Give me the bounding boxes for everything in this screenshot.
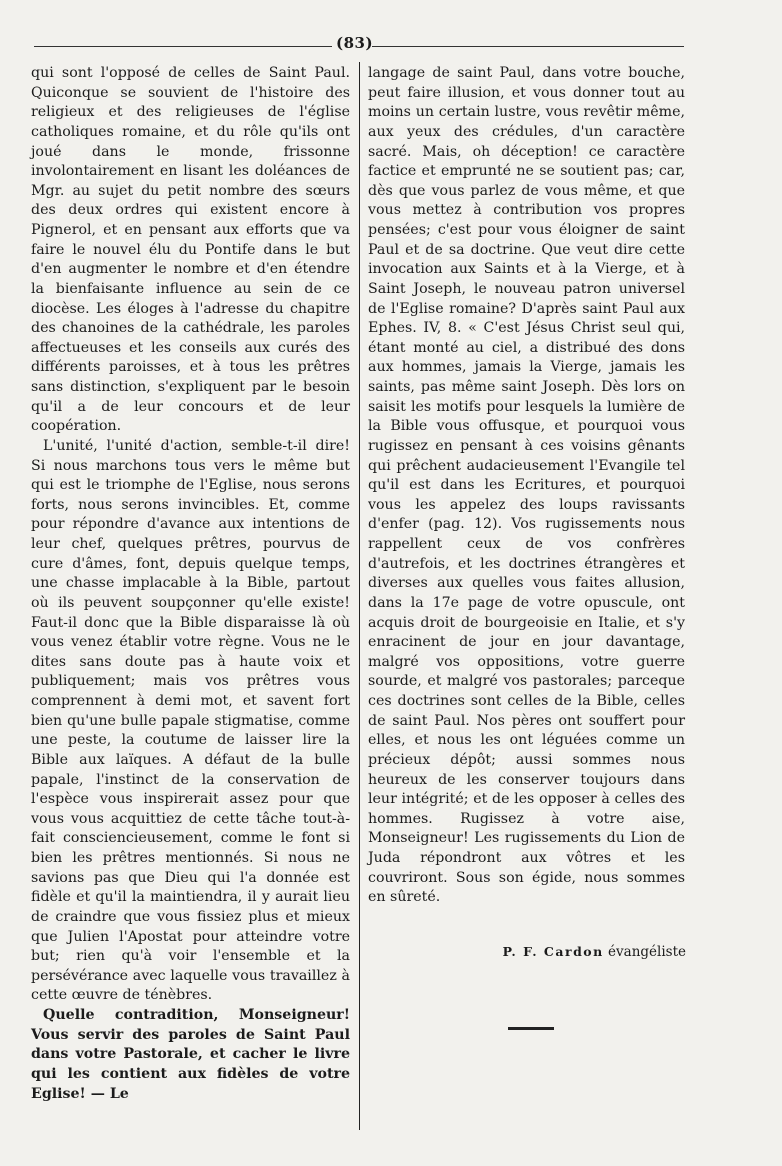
right-column [368, 64, 685, 908]
page-number: (83) [336, 34, 374, 52]
left-paragraph-1: qui sont l'opposé de celles de Saint Paul. Quiconque se souvient de l'histoire des religieux et des religieuses de l'église catholiques romaine, et du rôle qu'ils ont joué dans le monde, frissonne involontairement en lisant les doléances de Mgr. au sujet du petit nombre des sœurs des deux ordres qui existent encore à Pignerol, et en pensant aux efforts que va faire le nouvel élu du Pontife dans le but d'en augmenter le nombre et d'en étendre la bienfaisante influence au sein de ce diocèse. Les éloges à l'adresse du chapitre des chanoines de la cathédrale, les paroles affectueuses et les conseils aux curés des différents paroisses, et à tous les prêtres sans distinction, s'expliquent par le besoin qu'il a de leur concours et de leur coopération. [31, 65, 350, 435]
left-column [31, 64, 350, 1104]
column-divider [359, 62, 360, 1130]
signature [372, 944, 686, 960]
left-paragraph-3: Quelle contradition, Monseigneur! Vous servir des paroles de Saint Paul dans votre Pastorale, et cacher le livre qui les contient aux fidèles de votre Eglise! — Le [31, 1007, 350, 1102]
signature-title: évangéliste [608, 944, 686, 960]
closing-dash [508, 1027, 554, 1030]
left-paragraph-2: L'unité, l'unité d'action, semble-t-il dire! Si nous marchons tous vers le même but qui est le triomphe de l'Eglise, nous serons forts, nous serons invincibles. Et, comme pour répondre d'avance aux intentions de leur chef, quelques prêtres, pourvus de cure d'âmes, font, depuis quelque temps, une chasse implacable à la Bible, partout où ils peuvent soupçonner qu'elle existe! Faut-il donc que la Bible disparaisse là où vous venez établir votre règne. Vous ne le dites sans doute pas à haute voix et publiquement; mais vos prêtres vous comprennent à demi mot, et savent fort bien qu'une bulle papale stigmatise, comme une peste, la coutume de laisser lire la Bible aux laïques. A défaut de la bulle papale, l'instinct de la conservation de l'espèce vous inspirerait assez pour que vous vous acquittiez de cette tâche tout-à-fait consciencieusement, comme le font si bien les prêtres mentionnés. Si nous ne savions pas que Dieu qui l'a donnée est fidèle et qu'il la maintiendra, il y aurait lieu de craindre que vous fissiez plus et mieux que Julien l'Apostat pour atteindre votre but; rien qu'à voir l'ensemble et la persévérance avec laquelle vous travaillez à cette œuvre de ténèbres. [31, 437, 350, 1004]
header-rule-left [34, 46, 332, 47]
header-rule-right [372, 46, 684, 47]
signature-name: P. F. Cardon [502, 944, 604, 959]
right-paragraph-1: langage de saint Paul, dans votre bouche, peut faire illusion, et vous donner tout au moins un certain lustre, vous revêtir même, aux yeux des crédules, d'un caractère sacré. Mais, oh déception! ce caractère factice et emprunté ne se soutient pas; car, dès que vous parlez de vous même, et que vous mettez à contribution vos propres pensées; c'est pour vous éloigner de saint Paul et de sa doctrine. Que veut dire cette invocation aux Saints et à la Vierge, et à Saint Joseph, le nouveau patron universel de l'Eglise romaine? D'après saint Paul aux Ephes. IV, 8. « C'est Jésus Christ seul qui, étant monté au ciel, a distribué des dons aux hommes, jamais la Vierge, jamais les saints, pas même saint Joseph. Dès lors on saisit les motifs pour lesquels la lumière de la Bible vous offusque, et pourquoi vous rugissez en pensant à ces voisins gênants qui prêchent audacieusement l'Evangile tel qu'il est dans les Ecritures, et pourquoi vous les appelez des loups ravissants d'enfer (pag. 12). Vos rugissements nous rappellent ceux de vos confrères d'autrefois, et les doctrines étrangères et diverses aux quelles vous faites allusion, dans la 17e page de votre opuscule, ont acquis droit de bourgeoisie en Italie, et s'y enracinent de jour en jour davantage, malgré vos oppositions, votre guerre sourde, et malgré vos pastorales; parceque ces doctrines sont celles de la Bible, celles de saint Paul. Nos pères ont souffert pour elles, et nous les ont léguées comme un précieux dépôt; aussi sommes nous heureux de les conserver toujours dans leur intégrité; et de les opposer à celles des hommes. Rugissez à votre aise, Monseigneur! Les rugissements du Lion de Juda répondront aux vôtres et les couvriront. Sous son égide, nous sommes en sûreté. [368, 65, 685, 906]
